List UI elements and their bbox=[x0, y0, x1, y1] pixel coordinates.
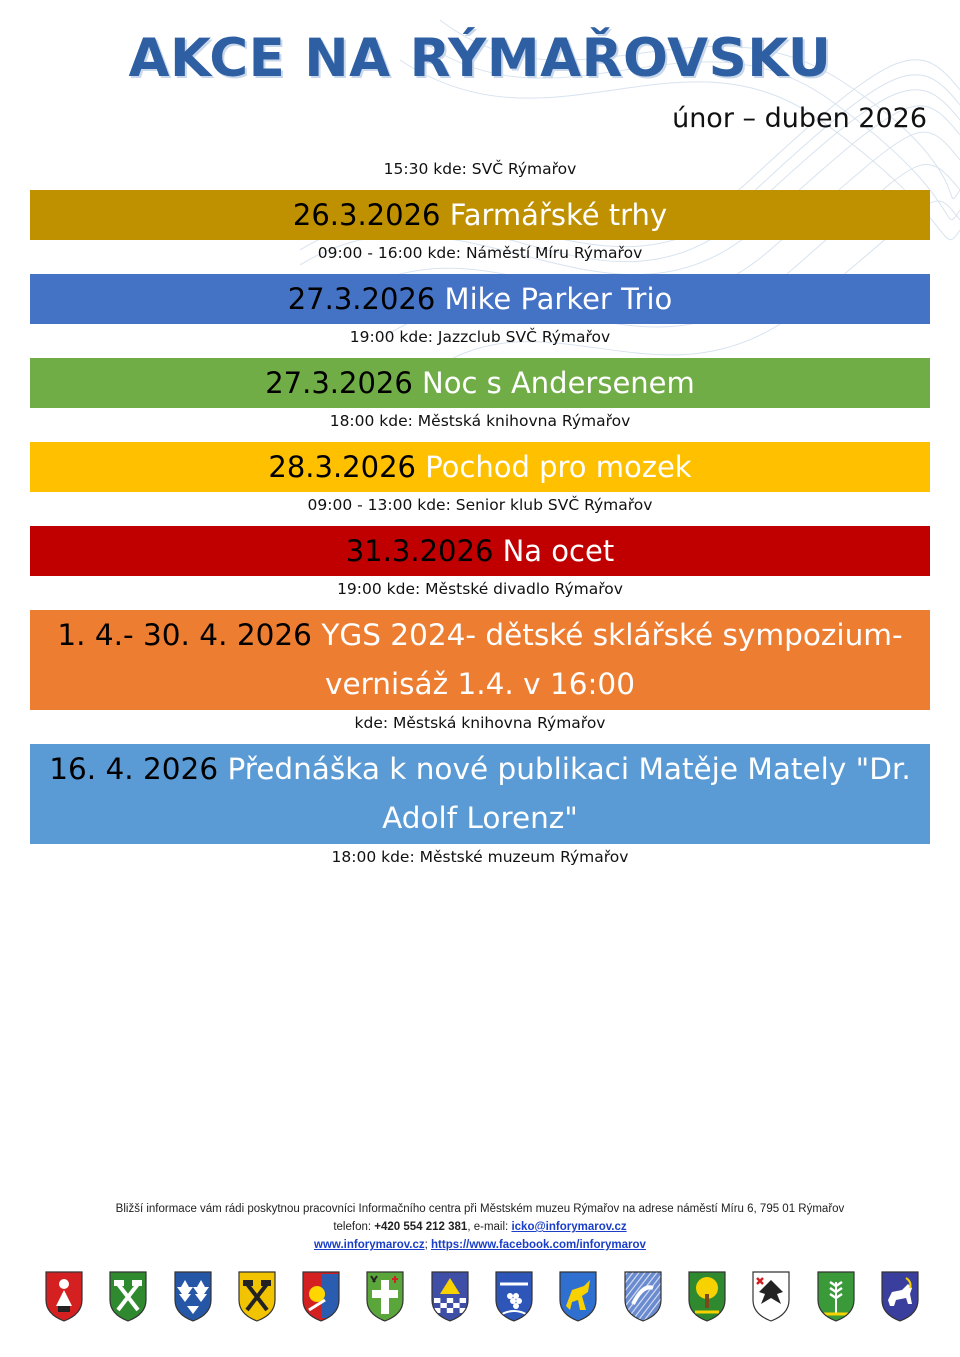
website-link[interactable]: www.inforymarov.cz bbox=[314, 1239, 425, 1251]
event-band bbox=[30, 190, 930, 240]
crest-rymarov-icon bbox=[44, 1270, 84, 1322]
email-label: , e-mail: bbox=[467, 1221, 509, 1233]
facebook-link[interactable]: https://www.facebook.com/inforymarov bbox=[431, 1239, 646, 1251]
event-date: 31.3.2026 bbox=[345, 533, 494, 568]
page-title: AKCE NA RÝMAŘOVSKU bbox=[128, 28, 832, 89]
crest-pattern-icon bbox=[623, 1270, 663, 1322]
footer-info: Bližší informace vám rádi poskytnou pracovníci Informačního centra při Městském muzeu Rýmařov na adrese náměstí Míru 6, 795 01 Rýmařov bbox=[115, 1203, 845, 1215]
event-date: 16. 4. 2026 bbox=[49, 752, 219, 787]
crest-hammers-green-icon bbox=[108, 1270, 148, 1322]
event-detail: 09:00 - 16:00 kde: Náměstí Míru Rýmařov bbox=[317, 244, 643, 262]
footer-links bbox=[0, 1239, 960, 1251]
crest-row bbox=[44, 1270, 920, 1324]
crest-grapes-icon bbox=[494, 1270, 534, 1322]
event-band bbox=[30, 610, 930, 710]
crest-hammers-yellow-icon bbox=[237, 1270, 277, 1322]
event-detail: 18:00 kde: Městská knihovna Rýmařov bbox=[329, 412, 631, 430]
event-name: Přednáška k nové publikaci Matěje Mately "Dr. Adolf Lorenz" bbox=[227, 752, 911, 835]
event-detail: 09:00 - 13:00 kde: Senior klub SVČ Rýmařov bbox=[307, 496, 653, 514]
event-detail: 18:00 kde: Městské muzeum Rýmařov bbox=[331, 848, 629, 866]
event-detail-top: 15:30 kde: SVČ Rýmařov bbox=[383, 160, 577, 178]
crest-tree-green-icon bbox=[687, 1270, 727, 1322]
event-date: 27.3.2026 bbox=[265, 365, 413, 400]
event-date: 26.3.2026 bbox=[292, 197, 441, 232]
event-detail: 19:00 kde: Jazzclub SVČ Rýmařov bbox=[349, 328, 611, 346]
crest-cross-green-icon bbox=[365, 1270, 405, 1322]
event-band bbox=[30, 358, 930, 408]
event-name: Noc s Andersenem bbox=[422, 365, 695, 400]
event-band bbox=[30, 744, 930, 844]
event-detail: kde: Městská knihovna Rýmařov bbox=[354, 714, 606, 732]
period-subtitle: únor – duben 2026 bbox=[672, 103, 927, 134]
event-date: 1. 4.- 30. 4. 2026 bbox=[57, 618, 312, 653]
crest-checker-icon bbox=[430, 1270, 470, 1322]
phone-number: +420 554 212 381 bbox=[374, 1221, 468, 1233]
event-name: YGS 2024- dětské sklářské sympozium- vernisáž 1.4. v 16:00 bbox=[321, 618, 903, 701]
event-date: 28.3.2026 bbox=[268, 449, 416, 484]
event-date: 27.3.2026 bbox=[287, 281, 436, 316]
crest-wolf-icon bbox=[880, 1270, 920, 1322]
event-band bbox=[30, 274, 930, 324]
event-band bbox=[30, 442, 930, 492]
event-name: Mike Parker Trio bbox=[444, 281, 673, 316]
event-band bbox=[30, 526, 930, 576]
link-separator: ; bbox=[424, 1239, 428, 1251]
crest-horse-icon bbox=[558, 1270, 598, 1322]
event-name: Na ocet bbox=[502, 533, 615, 568]
event-name: Pochod pro mozek bbox=[425, 449, 692, 484]
crest-trees-blue-icon bbox=[173, 1270, 213, 1322]
crest-wheat-icon bbox=[816, 1270, 856, 1322]
event-name: Farmářské trhy bbox=[449, 197, 668, 232]
crest-eagle-icon bbox=[751, 1270, 791, 1322]
event-detail: 19:00 kde: Městské divadlo Rýmařov bbox=[337, 580, 623, 598]
footer-contact bbox=[0, 1221, 960, 1233]
email-link[interactable]: icko@inforymarov.cz bbox=[511, 1221, 627, 1233]
crest-knight-icon bbox=[301, 1270, 341, 1322]
phone-label: telefon: bbox=[333, 1221, 372, 1233]
